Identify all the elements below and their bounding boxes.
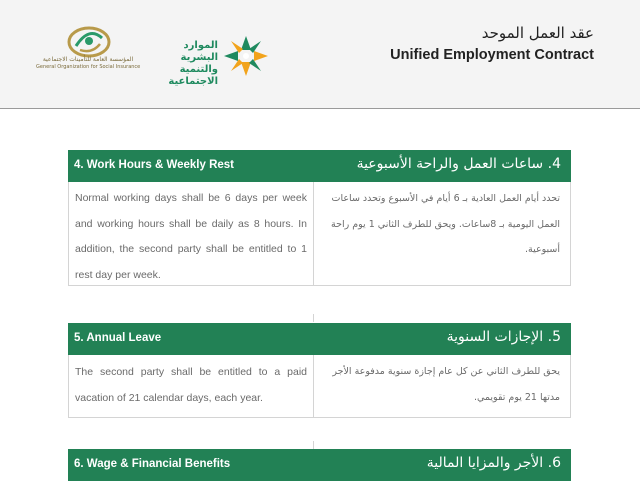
section-text-arabic: تحدد أيام العمل العادية بـ 6 أيام في الأسبوع وتحدد ساعات العمل اليومية بـ 8ساعات. ويحق للطرف الثاني 1 يوم راحة أسبوعية. bbox=[331, 193, 560, 255]
section-body bbox=[68, 182, 571, 286]
section-text-english: Normal working days shall be 6 days per week and working hours shall be daily as 8 hours. In addition, the second party shall be entitled to 1 rest day per week. bbox=[69, 182, 314, 285]
hrsd-logo-icon bbox=[220, 34, 272, 78]
gosi-name-english: General Organization for Social Insurance bbox=[36, 64, 141, 70]
section-header bbox=[68, 150, 571, 182]
hrsd-name bbox=[146, 40, 218, 88]
gosi-logo-icon bbox=[36, 24, 142, 80]
document-header bbox=[0, 0, 640, 109]
section-header bbox=[68, 449, 571, 481]
gosi-name-arabic: المؤسسة العامة للتأمينات الاجتماعية bbox=[42, 56, 134, 63]
section-title-arabic: 6. الأجر والمزايا المالية bbox=[426, 455, 561, 471]
table-divider bbox=[313, 314, 314, 322]
table-divider bbox=[313, 441, 314, 449]
hrsd-name-line2: والتنمية الاجتماعية bbox=[168, 64, 218, 87]
section-title-arabic: 4. ساعات العمل والراحة الأسبوعية bbox=[356, 156, 561, 172]
section-title-arabic: 5. الإجازات السنوية bbox=[446, 329, 561, 345]
section-text-arabic: يحق للطرف الثاني عن كل عام إجازة سنوية مدفوعة الأجر مدتها 21 يوم تقويمي. bbox=[332, 366, 560, 403]
hrsd-name-line1: الموارد البشرية bbox=[180, 40, 218, 63]
title-arabic: عقد العمل الموحد bbox=[481, 24, 594, 42]
section-annual-leave bbox=[68, 323, 571, 418]
section-title-english: 4. Work Hours & Weekly Rest bbox=[74, 159, 234, 171]
section-body bbox=[68, 355, 571, 418]
title-english: Unified Employment Contract bbox=[390, 47, 594, 63]
section-text-english: The second party shall be entitled to a paid vacation of 21 calendar days, each year. bbox=[69, 355, 314, 417]
section-title-english: 6. Wage & Financial Benefits bbox=[74, 458, 231, 470]
section-title-english: 5. Annual Leave bbox=[74, 332, 162, 344]
section-header bbox=[68, 323, 571, 355]
section-work-hours bbox=[68, 150, 571, 286]
section-wage-benefits bbox=[68, 449, 571, 481]
